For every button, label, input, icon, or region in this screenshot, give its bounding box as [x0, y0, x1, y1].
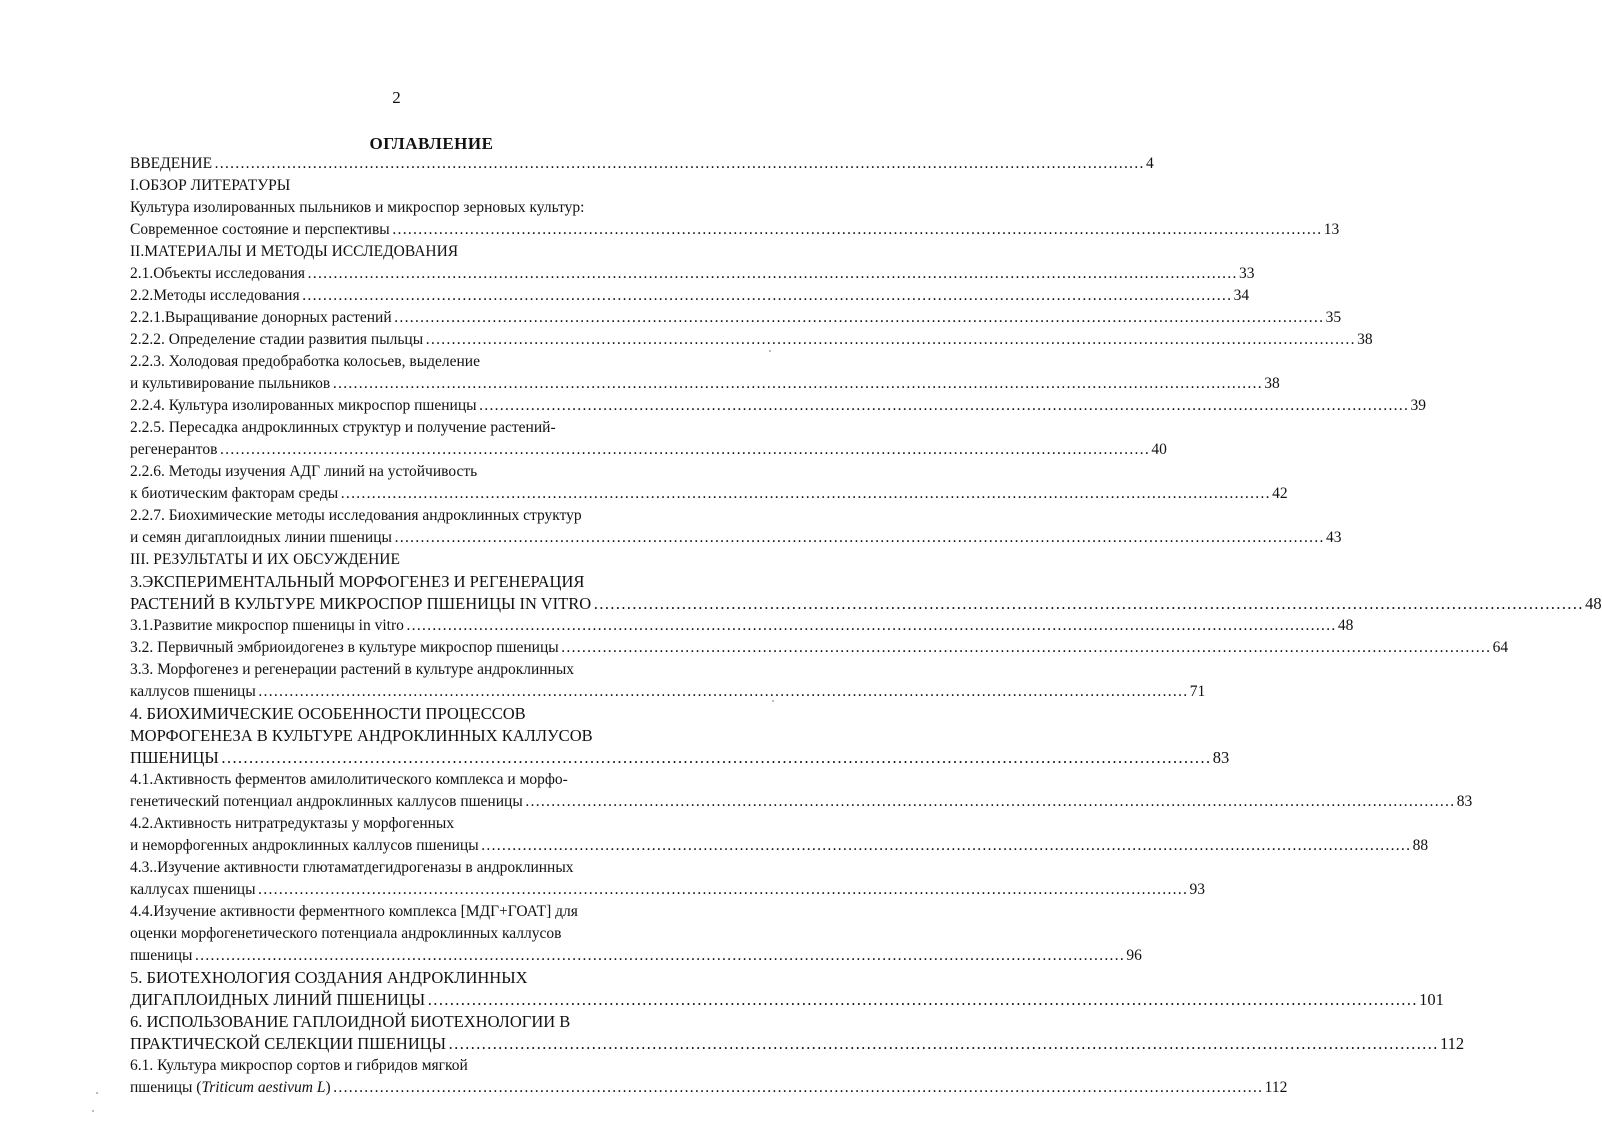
toc-entry-text: к биотическим факторам среды [130, 485, 339, 502]
toc-page-number: 48 [1337, 617, 1354, 634]
toc-entry [130, 219, 1340, 241]
toc-entry-text: РАСТЕНИЙ В КУЛЬТУРЕ МИКРОСПОР ПШЕНИЦЫ IN VITRO [130, 594, 592, 613]
toc-entry-text: 2.2.6. Методы изучения АДГ линий на устойчивость [130, 463, 478, 480]
toc-page-number: 101 [1419, 990, 1444, 1009]
toc-title: ОГЛАВЛЕНИЕ [369, 134, 494, 153]
page-number: 2 [392, 88, 401, 107]
toc-page-number: 112 [1264, 1079, 1288, 1096]
scan-speck [769, 350, 771, 352]
toc-entry-text: 3.ЭКСПЕРИМЕНТАЛЬНЫЙ МОРФОГЕНЕЗ И РЕГЕНЕРАЦИЯ [130, 572, 585, 591]
toc-entry-text: II.МАТЕРИАЛЫ И МЕТОДЫ ИССЛЕДОВАНИЯ [130, 243, 459, 260]
toc-entry [130, 989, 1444, 1011]
toc-dot-leader: ……………………………………………………………………………………………………………………………………………………………… [220, 748, 1211, 767]
toc-entry [130, 923, 710, 945]
toc-dot-leader: ……………………………………………………………………………………………………………………………………………………………… [391, 221, 1322, 238]
toc-entry [130, 901, 710, 923]
toc-entry [130, 483, 1288, 505]
toc-entry [130, 857, 710, 879]
toc-entry-text: каллусах пшеницы [130, 881, 256, 898]
toc-entry [130, 791, 1473, 813]
scan-speck [96, 1092, 98, 1094]
toc-entry [130, 461, 710, 483]
toc-dot-leader: ……………………………………………………………………………………………………………………………………………………………… [332, 1079, 1263, 1096]
toc-entry-text: 4.1.Активность ферментов амилолитического комплекса и морфо- [130, 771, 568, 788]
toc-entry [130, 549, 710, 571]
toc-dot-leader: ……………………………………………………………………………………………………………………………………………………………… [393, 309, 1324, 326]
toc-page-number: 42 [1272, 485, 1288, 502]
toc-page-number: 40 [1151, 441, 1167, 458]
toc-dot-leader: ……………………………………………………………………………………………………………………………………………………………… [307, 265, 1238, 282]
toc-entry-text: I.ОБЗОР ЛИТЕРАТУРЫ [130, 177, 291, 194]
toc-entry [130, 967, 710, 989]
toc-dot-leader: ……………………………………………………………………………………………………………………………………………………………… [219, 441, 1150, 458]
toc-dot-leader: ……………………………………………………………………………………………………………………………………………………………… [405, 617, 1336, 634]
toc-dot-leader: ……………………………………………………………………………………………………………………………………………………………… [393, 529, 1324, 546]
toc-entry-text: 2.2.Методы исследования [130, 287, 300, 304]
toc-entry [130, 241, 710, 263]
toc-entry [130, 813, 710, 835]
scan-speck [772, 700, 774, 702]
scan-speck [92, 1110, 94, 1112]
toc-entry-text: регенерантов [130, 441, 218, 458]
toc-dot-leader: ……………………………………………………………………………………………………………………………………………………………… [593, 594, 1584, 613]
toc-entry [130, 395, 1427, 417]
toc-entry-text: 2.2.3. Холодовая предобработка колосьев, выделение [130, 353, 480, 370]
toc-entry-text: ПРАКТИЧЕСКОЙ СЕЛЕКЦИИ ПШЕНИЦЫ [130, 1034, 447, 1053]
toc-entry-text: 2.2.4. Культура изолированных микроспор пшеницы [130, 397, 477, 414]
toc-page-number: 38 [1357, 331, 1373, 348]
toc-entry [130, 1055, 710, 1077]
toc-entry [130, 351, 710, 373]
toc-entry [130, 945, 1142, 967]
toc-entry-text: 5. БИОТЕХНОЛОГИЯ СОЗДАНИЯ АНДРОКЛИННЫХ [130, 968, 528, 987]
toc-page-number: 34 [1233, 287, 1250, 304]
toc-entry [130, 747, 1230, 769]
toc-dot-leader: ……………………………………………………………………………………………………………………………………………………………… [560, 639, 1491, 656]
toc-entry [130, 505, 710, 527]
toc-entry [130, 681, 1206, 703]
toc-dot-leader: ……………………………………………………………………………………………………………………………………………………………… [332, 375, 1263, 392]
toc-page-number: 48 [1585, 594, 1602, 613]
toc-entry-text: ПШЕНИЦЫ [130, 748, 219, 767]
toc-entry [130, 175, 710, 197]
toc-entry [130, 329, 1373, 351]
toc-dot-leader: ……………………………………………………………………………………………………………………………………………………………… [257, 683, 1188, 700]
toc-entry-text: 3.1.Развитие микроспор пшеницы in vitro [130, 617, 404, 634]
toc-entry-text: ДИГАПЛОИДНЫХ ЛИНИЙ ПШЕНИЦЫ [130, 990, 426, 1009]
toc-entry [130, 769, 710, 791]
toc-entry [130, 197, 710, 219]
toc-dot-leader: ……………………………………………………………………………………………………………………………………………………………… [257, 881, 1188, 898]
toc-entry [130, 373, 1280, 395]
toc-entry [130, 615, 1354, 637]
toc-entry [130, 439, 1167, 461]
toc-page-number: 96 [1126, 947, 1142, 964]
toc-entry-text: Культура изолированных пыльников и микроспор зерновых культур: [130, 199, 585, 216]
toc-entry [130, 725, 710, 747]
toc-entry-text: ВВЕДЕНИЕ [130, 155, 213, 172]
toc-dot-leader: ……………………………………………………………………………………………………………………………………………………………… [214, 155, 1145, 172]
toc-page-number: 35 [1325, 309, 1342, 326]
toc-entry-text: 2.2.1.Выращивание донорных растений [130, 309, 392, 326]
toc-entry [130, 1033, 1465, 1055]
toc-page-number: 4 [1146, 155, 1154, 172]
toc-entry-italic-text: Triticum aestivum L [201, 1079, 326, 1096]
toc-page-number: 71 [1189, 683, 1206, 700]
toc-dot-leader: ……………………………………………………………………………………………………………………………………………………………… [340, 485, 1271, 502]
toc-entry-text: 4.2.Активность нитратредуктазы у морфогенных [130, 815, 455, 832]
toc-entry-text: и семян дигаплоидных линии пшеницы [130, 529, 392, 546]
toc-entry-text: каллусов пшеницы [130, 683, 256, 700]
toc-entry-text: пшеницы ( [130, 1079, 202, 1096]
toc-entry [130, 417, 710, 439]
toc-entry-text: 2.1.Объекты исследования [130, 265, 306, 282]
toc-entry [130, 593, 1602, 615]
toc-page-number: 13 [1323, 221, 1340, 238]
toc-dot-leader: ……………………………………………………………………………………………………………………………………………………………… [480, 837, 1411, 854]
toc-page-number: 64 [1492, 639, 1509, 656]
toc-entry-text: МОРФОГЕНЕЗА В КУЛЬТУРЕ АНДРОКЛИННЫХ КАЛЛУСОВ [130, 726, 593, 745]
toc-dot-leader: ……………………………………………………………………………………………………………………………………………………………… [301, 287, 1232, 304]
toc-page-number: 43 [1325, 529, 1342, 546]
toc-entry-text: оценки морфогенетического потенциала андроклинных каллусов [130, 925, 562, 942]
toc-entry-text: 4. БИОХИМИЧЕСКИЕ ОСОБЕННОСТИ ПРОЦЕССОВ [130, 704, 526, 723]
toc-entry [130, 263, 1255, 285]
toc-entry [130, 879, 1206, 901]
toc-dot-leader: ……………………………………………………………………………………………………………………………………………………………… [448, 1034, 1439, 1053]
toc-entry-text: 6.1. Культура микроспор сортов и гибридов мягкой [130, 1057, 468, 1074]
toc-dot-leader: ……………………………………………………………………………………………………………………………………………………………… [478, 397, 1409, 414]
toc-page-number: 33 [1239, 265, 1255, 282]
toc-entry-text: 3.3. Морфогенез и регенерации растений в культуре андроклинных [130, 661, 575, 678]
toc-entry [130, 307, 1342, 329]
toc-entry-text: 4.3..Изучение активности глютаматдегидрогеназы в андроклинных [130, 859, 574, 876]
toc-entry [130, 659, 710, 681]
toc-entry-text: 2.2.7. Биохимические методы исследования андроклинных структур [130, 507, 582, 524]
toc-entry [130, 1077, 1288, 1099]
toc-page-number: 83 [1456, 793, 1473, 810]
toc-page-number: 38 [1264, 375, 1280, 392]
toc-entry [130, 285, 1250, 307]
toc-entry-text: III. РЕЗУЛЬТАТЫ И ИХ ОБСУЖДЕНИЕ [130, 551, 400, 568]
toc-entry-text: 4.4.Изучение активности ферментного комплекса [МДГ+ГОАТ] для [130, 903, 578, 920]
toc-page-number: 112 [1440, 1034, 1465, 1053]
toc-entry-text: Современное состояние и перспективы [130, 221, 390, 238]
toc-entry-text: 2.2.2. Определение стадии развития пыльцы [130, 331, 424, 348]
toc-dot-leader: ……………………………………………………………………………………………………………………………………………………………… [427, 990, 1418, 1009]
toc-entry [130, 835, 1429, 857]
table-of-contents [130, 153, 1602, 1099]
toc-entry-text: и культивирование пыльников [130, 375, 331, 392]
toc-entry-text: 6. ИСПОЛЬЗОВАНИЕ ГАПЛОИДНОЙ БИОТЕХНОЛОГИИ В [130, 1012, 571, 1031]
toc-page-number: 88 [1412, 837, 1429, 854]
toc-entry [130, 153, 1154, 175]
toc-entry-text-after: ) [325, 1079, 331, 1096]
toc-entry-text: пшеницы [130, 947, 193, 964]
toc-entry [130, 571, 710, 593]
toc-dot-leader: ……………………………………………………………………………………………………………………………………………………………… [524, 793, 1455, 810]
toc-entry [130, 703, 710, 725]
toc-entry-text: генетический потенциал андроклинных каллусов пшеницы [130, 793, 523, 810]
toc-page-number: 93 [1189, 881, 1206, 898]
toc-entry [130, 527, 1342, 549]
toc-dot-leader: ……………………………………………………………………………………………………………………………………………………………… [425, 331, 1356, 348]
toc-page-number: 39 [1410, 397, 1427, 414]
toc-entry [130, 637, 1509, 659]
toc-dot-leader: ……………………………………………………………………………………………………………………………………………………………… [194, 947, 1125, 964]
toc-entry-text: 2.2.5. Пересадка андроклинных структур и получение растений- [130, 419, 556, 436]
toc-entry [130, 1011, 710, 1033]
toc-entry-text: 3.2. Первичный эмбриоидогенез в культуре микроспор пшеницы [130, 639, 559, 656]
toc-entry-text: и неморфогенных андроклинных каллусов пшеницы [130, 837, 479, 854]
toc-page-number: 83 [1212, 748, 1230, 767]
